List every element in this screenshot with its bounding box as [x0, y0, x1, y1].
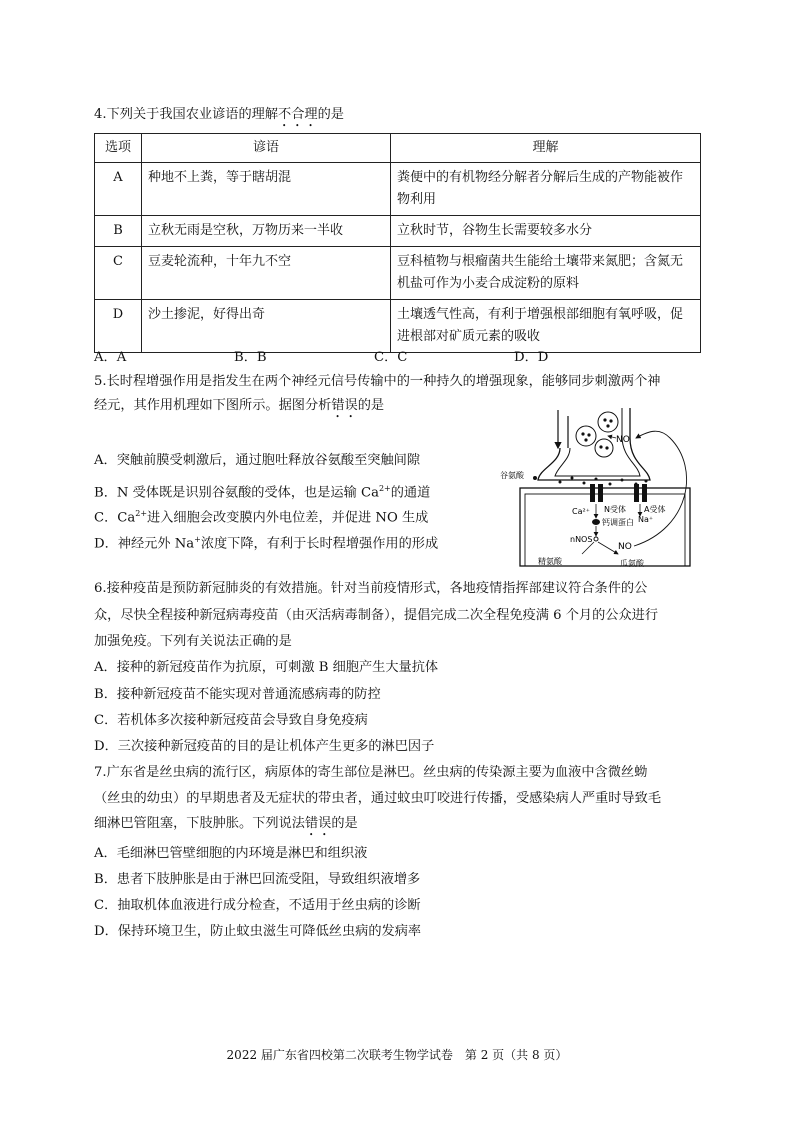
q6-option-a[interactable]: A．接种的新冠疫苗作为抗原，可刺激 B 细胞产生大量抗体 [94, 660, 439, 675]
q5-stem-line2 [94, 397, 384, 421]
q7-option-d[interactable]: D．保持环境卫生，防止蚊虫滋生可降低丝虫病的发病率 [94, 924, 422, 939]
no-label-top: NO [616, 435, 630, 445]
no-label-bottom: NO [618, 542, 632, 552]
q5-option-b[interactable] [94, 480, 430, 502]
q4-row-understanding [391, 300, 701, 353]
citrulline-label: 瓜氨酸 [620, 559, 644, 568]
vesicle [576, 426, 596, 446]
q5-option-c-post: 进入细胞会改变膜内外电位差，并促进 NO 生成 [147, 510, 429, 526]
q5-option-b-sup: 2+ [378, 484, 391, 493]
q6-stem-line1: 6.接种疫苗是预防新冠肺炎的有效措施。针对当前疫情形式，各地疫情指挥部建议符合条件的公 [94, 581, 648, 596]
vesicle [595, 439, 613, 457]
q5-stem-emphasis: 错误 [331, 398, 358, 413]
a-receptor-label: A受体 [644, 505, 666, 514]
q4-row-understanding [391, 216, 701, 247]
glutamate-label: 谷氨酸 [500, 471, 524, 480]
q5-option-b-pre: B．N 受体既是识别谷氨酸的受体，也是运输 Ca [94, 485, 379, 501]
q5-option-d-pre: D．神经元外 Na [94, 536, 195, 552]
q7-stem-line3 [94, 815, 358, 839]
q4-stem-post: 的是 [317, 107, 344, 122]
q4-row-option: C [95, 247, 142, 300]
q4-stem-pre: 4.下列关于我国农业谚语的理解 [94, 107, 279, 122]
q5-option-b-post: 的通道 [390, 485, 431, 501]
calmodulin-label: 钙调蛋白 [602, 518, 634, 527]
q6-stem-line2: 众，尽快全程接种新冠病毒疫苗（由灭活病毒制备），提倡完成二次全程免疫满 6 个月的公众进行 [94, 608, 659, 623]
q7-stem-line1: 7.广东省是丝虫病的流行区，病原体的寄生部位是淋巴。丝虫病的传染源主要为血液中含微丝蚴 [94, 765, 648, 780]
q5-option-c-pre: C．Ca [94, 510, 136, 526]
q6-option-c[interactable]: C．若机体多次接种新冠疫苗会导致自身免疫病 [94, 713, 368, 728]
q6-stem-line3: 加强免疫。下列有关说法正确的是 [94, 634, 292, 649]
nnos-label: nNOS [570, 535, 593, 544]
q4-row-proverb: 种地不上粪，等于瞎胡混 [142, 163, 391, 216]
q4-row-option: B [95, 216, 142, 247]
q4-stem [94, 106, 344, 130]
q6-option-b[interactable]: B．接种新冠疫苗不能实现对普通流感病毒的防控 [94, 687, 381, 702]
q4-row-understanding-line2: 机盐可作为小麦合成淀粉的原料 [397, 276, 580, 291]
q4-table-header [95, 134, 701, 163]
q7-option-b[interactable]: B．患者下肢肿胀是由于淋巴回流受阻，导致组织液增多 [94, 872, 421, 887]
q4-row-understanding-line1: 豆科植物与根瘤菌共生能给土壤带来氮肥；含氮无 [397, 254, 684, 269]
q7-stem-post: 的是 [331, 816, 358, 831]
synapse-diagram [500, 408, 710, 568]
q4-row-understanding [391, 247, 701, 300]
table-row [95, 216, 701, 247]
q4-option-a[interactable]: A．A [94, 350, 127, 365]
q4-row-proverb: 立秋无雨是空秋，万物历来一半收 [142, 216, 391, 247]
na-label: Na⁺ [638, 515, 654, 524]
q4-row-understanding-line2: 进根部对矿质元素的吸收 [397, 329, 541, 344]
q4-header-proverb: 谚语 [142, 134, 391, 163]
a-receptor-channel [634, 484, 639, 502]
vesicle [598, 412, 618, 432]
q7-stem-emphasis: 错误 [305, 816, 332, 831]
q4-row-option: A [95, 163, 142, 216]
q4-option-d[interactable]: D．D [514, 350, 549, 365]
q4-header-understanding: 理解 [391, 134, 701, 163]
n-receptor-channel [590, 484, 595, 502]
q4-option-c[interactable]: C．C [374, 350, 408, 365]
postsynaptic-membrane [520, 488, 690, 566]
q5-option-a[interactable]: A．突触前膜受刺激后，通过胞吐释放谷氨酸至突触间隙 [94, 453, 421, 468]
q6-option-d[interactable]: D．三次接种新冠疫苗的目的是让机体产生更多的淋巴因子 [94, 739, 435, 754]
q5-option-d-sup: + [194, 535, 201, 544]
q5-option-d-post: 浓度下降，有利于长时程增强作用的形成 [200, 536, 439, 552]
n-receptor-label: N受体 [604, 505, 626, 514]
q5-stem-post: 的是 [357, 398, 385, 413]
q5-option-c-sup: 2+ [135, 509, 148, 518]
q4-row-option: D [95, 300, 142, 353]
page-footer: 2022 届广东省四校第二次联考生物学试卷 第 2 页（共 8 页） [226, 1048, 568, 1062]
table-row [95, 163, 701, 216]
q4-row-understanding-line1: 立秋时节，谷物生长需要较多水分 [397, 223, 593, 238]
table-row [95, 247, 701, 300]
q4-row-understanding-line1: 土壤透气性高，有利于增强根部细胞有氧呼吸，促 [397, 307, 684, 322]
q4-stem-emphasis: 不合理 [278, 107, 318, 122]
q5-option-d[interactable] [94, 531, 438, 553]
q4-row-understanding [391, 163, 701, 216]
q4-row-proverb: 豆麦轮流种，十年九不空 [142, 247, 391, 300]
q5-stem-pre: 经元，其作用机理如下图所示。据图分析 [94, 398, 332, 413]
q4-header-option: 选项 [95, 134, 142, 163]
ca-label: Ca²⁺ [572, 507, 590, 516]
q5-stem-line1: 5.长时程增强作用是指发生在两个神经元信号传输中的一种持久的增强现象，能够同步刺激两个神 [94, 374, 661, 389]
arginine-label: 精氨酸 [538, 557, 562, 566]
presynaptic-membrane [538, 408, 650, 480]
q7-stem-pre: 细淋巴管阻塞，下肢肿胀。下列说法 [94, 816, 305, 831]
q4-row-understanding-line1: 粪便中的有机物经分解者分解后生成的产物能被作 [397, 170, 684, 185]
q7-option-a[interactable]: A．毛细淋巴管壁细胞的内环境是淋巴和组织液 [94, 846, 368, 861]
q4-table [94, 133, 701, 353]
table-row [95, 300, 701, 353]
q5-option-c[interactable] [94, 505, 428, 527]
q7-stem-line2: （丝虫的幼虫）的早期患者及无症状的带虫者，通过蚊虫叮咬进行传播，受感染病人严重时导致毛 [94, 791, 662, 806]
q7-option-c[interactable]: C．抽取机体血液进行成分检查，不适用于丝虫病的诊断 [94, 898, 421, 913]
q4-row-understanding-line2: 物利用 [397, 192, 437, 207]
q4-row-proverb: 沙土掺泥，好得出奇 [142, 300, 391, 353]
q4-option-b[interactable]: B．B [234, 350, 267, 365]
